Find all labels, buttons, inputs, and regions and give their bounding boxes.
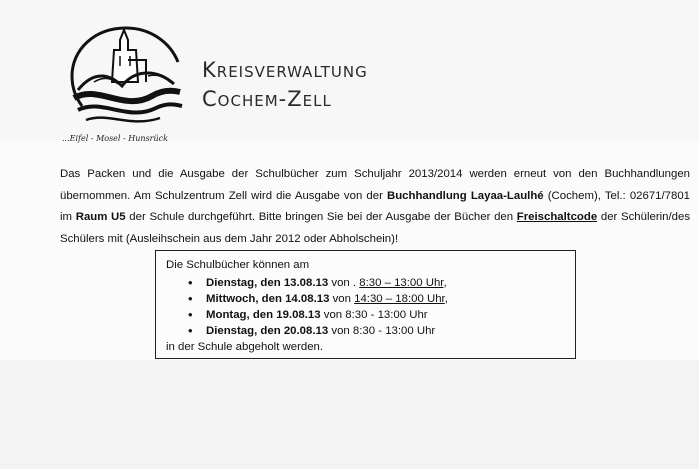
schedule-item bbox=[206, 323, 575, 339]
schedule-item bbox=[206, 275, 575, 291]
notice-text-part4: der Schülerin/des Schülers mit (Ausleihschein aus dem Jahr 2012 oder Abholschein)! bbox=[60, 211, 691, 246]
schedule-from: von bbox=[329, 293, 355, 305]
schedule-day: Dienstag, den 13.08.13 bbox=[206, 277, 329, 289]
schedule-time: 8:30 – 13:00 Uhr bbox=[359, 277, 444, 289]
organization-name-line1: Kreisverwaltung bbox=[202, 58, 368, 82]
schedule-from: von . bbox=[328, 277, 360, 289]
schedule-tail: , bbox=[444, 293, 448, 305]
schedule-intro: Die Schulbücher können am bbox=[166, 259, 310, 271]
schedule-from: von 8:30 - 13:00 Uhr bbox=[328, 325, 436, 337]
organization-name bbox=[202, 56, 368, 114]
notice-text-part1: Das Packen und die Ausgabe der Schulbücher zum Schuljahr 2013/2014 werden erneut von den Buchhandlungen übernommen. Am Schulzentrum Zell wird die Ausgabe von der bbox=[60, 168, 690, 202]
schedule-tail: , bbox=[443, 277, 447, 289]
schedule-item bbox=[206, 291, 575, 307]
schedule-item bbox=[206, 307, 575, 323]
schedule-day: Mittwoch, den 14.08.13 bbox=[206, 293, 330, 305]
organization-name-line2: Cochem-Zell bbox=[202, 87, 332, 111]
room-name: Raum U5 bbox=[75, 211, 126, 224]
notice-text-part2: (Cochem), Tel.: 02671/7801 im bbox=[60, 189, 691, 224]
schedule-time: 14:30 – 18:00 Uhr bbox=[354, 293, 445, 305]
schedule-day: Dienstag, den 20.08.13 bbox=[206, 325, 329, 337]
logo-motto: ...Eifel - Mosel - Hunsrück bbox=[62, 134, 168, 143]
notice-text-part3: der Schule durchgeführt. Bitte bringen Sie bei der Ausgabe der Bücher den bbox=[125, 211, 517, 224]
schedule-day: Montag, den 19.08.13 bbox=[206, 309, 321, 321]
schedule-list bbox=[166, 275, 575, 339]
schedule-outro: in der Schule abgeholt werden. bbox=[166, 341, 324, 353]
activation-code-label: Freischaltcode bbox=[516, 211, 598, 224]
notice-paragraph bbox=[60, 164, 690, 251]
bookshop-name: Buchhandlung Layaa-Laulhé bbox=[387, 189, 544, 202]
district-logo-emblem bbox=[64, 20, 188, 132]
schedule-from: von 8:30 - 13:00 Uhr bbox=[320, 309, 428, 321]
scan-background-bottom bbox=[0, 360, 699, 469]
pickup-schedule-box bbox=[155, 250, 576, 359]
